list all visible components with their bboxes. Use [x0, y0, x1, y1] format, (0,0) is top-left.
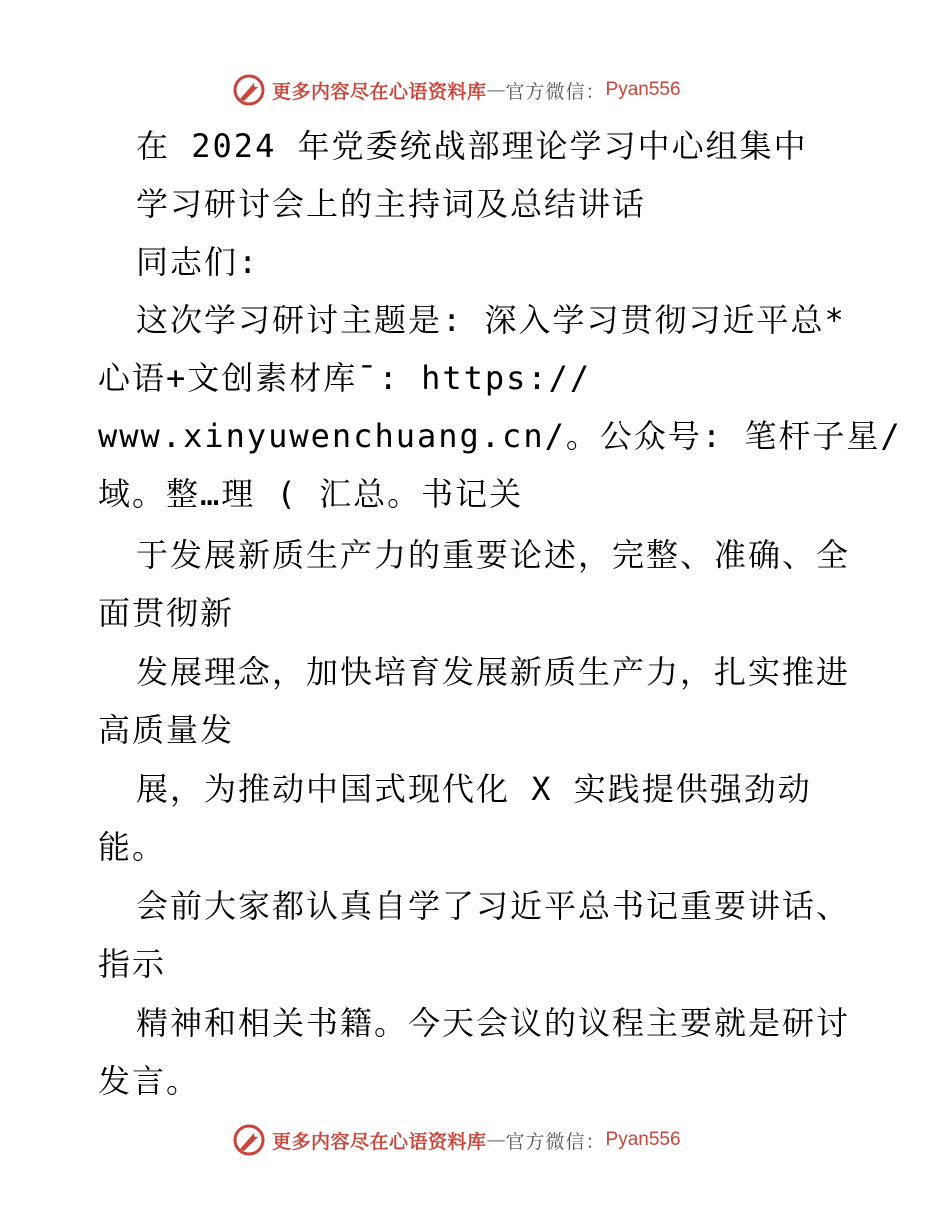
title-line-1: 在 2024 年党委统战部理论学习中心组集中: [136, 127, 808, 165]
paragraph-line: 会前大家都认真自学了习近平总书记重要讲话、: [136, 887, 851, 925]
paragraph-line: 这次学习研讨主题是: 深入学习贯彻习近平总*: [136, 301, 846, 339]
banner-wechat-id: Pyan556: [605, 1129, 681, 1150]
paragraph-line: 心语+文创素材库¯: https://: [98, 359, 592, 397]
banner-brand-text: 更多内容尽在心语资料库: [272, 80, 487, 103]
pen-seal-logo-icon: [232, 1123, 266, 1157]
paragraph-line: 指示: [98, 945, 167, 983]
title-line-2: 学习研讨会上的主持词及总结讲话: [136, 185, 647, 223]
paragraph-line: 于发展新质生产力的重要论述，完整、准确、全: [136, 536, 851, 574]
banner-separator: —: [486, 79, 506, 101]
banner-official-label: 官方微信：: [505, 80, 606, 103]
pen-seal-logo-icon: [232, 73, 266, 107]
footer-banner: [232, 1122, 681, 1158]
banner-wechat-id: Pyan556: [605, 79, 681, 100]
paragraph-line: 高质量发: [98, 711, 235, 749]
paragraph-line: 精神和相关书籍。今天会议的议程主要就是研讨: [136, 1004, 851, 1042]
paragraph-line: www.xinyuwenchuang.cn/。公众号: 笔杆子星/: [98, 417, 902, 455]
paragraph-line: 域。整…理 ( 汇总。书记关: [98, 475, 524, 513]
header-banner: [232, 72, 681, 108]
paragraph-line: 能。: [98, 828, 167, 866]
paragraph-line: 展，为推动中国式现代化 X 实践提供强劲动: [136, 770, 812, 808]
banner-brand-text: 更多内容尽在心语资料库: [272, 1130, 487, 1153]
paragraph-line: 发言。: [98, 1062, 201, 1100]
paragraph-line: 面贯彻新: [98, 594, 235, 632]
banner-official-label: 官方微信：: [505, 1130, 606, 1153]
paragraph-line: 发展理念，加快培育发展新质生产力，扎实推进: [136, 653, 851, 691]
banner-separator: —: [486, 1129, 506, 1151]
salutation: 同志们:: [136, 243, 260, 281]
